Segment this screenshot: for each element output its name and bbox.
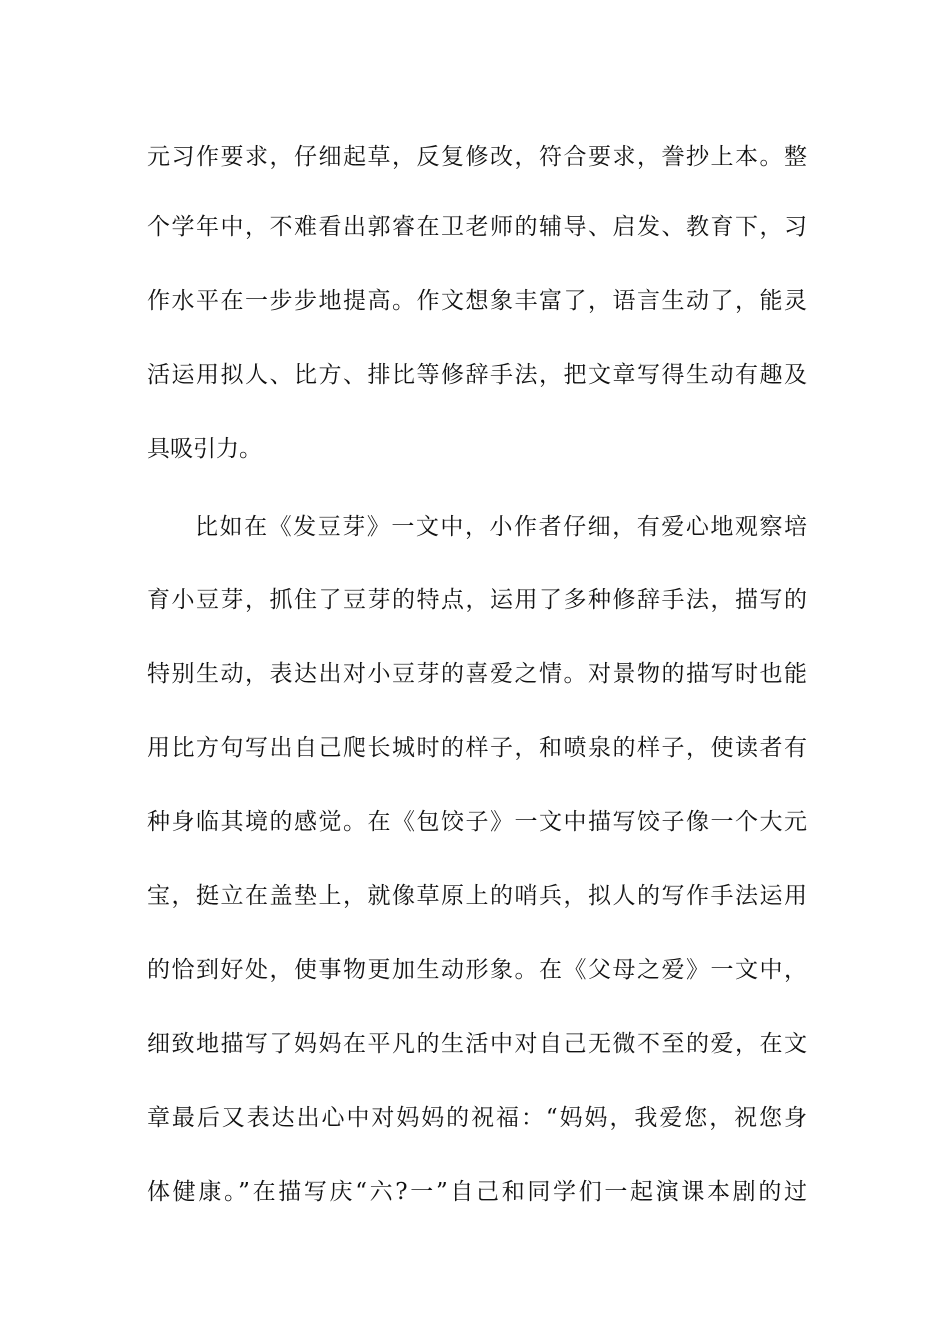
paragraph-1-line-3: 作水平在一步步地提高。作文想象丰富了，语言生动了，能灵 [147,288,807,314]
paragraph-1-line-4: 活运用拟人、比方、排比等修辞手法，把文章写得生动有趣及 [147,362,807,388]
paragraph-2-line-6: 宝，挺立在盖垫上，就像草原上的哨兵，拟人的写作手法运用 [147,883,807,909]
paragraph-2-line-10: 体健康。”在描写庆“六?一”自己和同学们一起演课本剧的过 [147,1179,807,1205]
paragraph-2-line-8: 细致地描写了妈妈在平凡的生活中对自己无微不至的爱，在文 [147,1031,807,1057]
paragraph-1-line-5: 具吸引力。 [147,436,262,462]
paragraph-2-line-4: 用比方句写出自己爬长城时的样子，和喷泉的样子，使读者有 [147,735,807,761]
paragraph-2-line-5: 种身临其境的感觉。在《包饺子》一文中描写饺子像一个大元 [147,809,807,835]
paragraph-2-line-1: 比如在《发豆芽》一文中，小作者仔细，有爱心地观察培 [195,514,807,540]
paragraph-1-line-1: 元习作要求，仔细起草，反复修改，符合要求，誊抄上本。整 [147,144,807,170]
paragraph-2-line-9: 章最后又表达出心中对妈妈的祝福：“妈妈，我爱您，祝您身 [147,1105,807,1131]
paragraph-2-line-3: 特别生动，表达出对小豆芽的喜爱之情。对景物的描写时也能 [147,661,807,687]
paragraph-2-line-7: 的恰到好处，使事物更加生动形象。在《父母之爱》一文中， [147,957,807,983]
paragraph-2-line-2: 育小豆芽，抓住了豆芽的特点，运用了多种修辞手法，描写的 [147,587,807,613]
paragraph-1-line-2: 个学年中，不难看出郭睿在卫老师的辅导、启发、教育下，习 [147,214,807,240]
